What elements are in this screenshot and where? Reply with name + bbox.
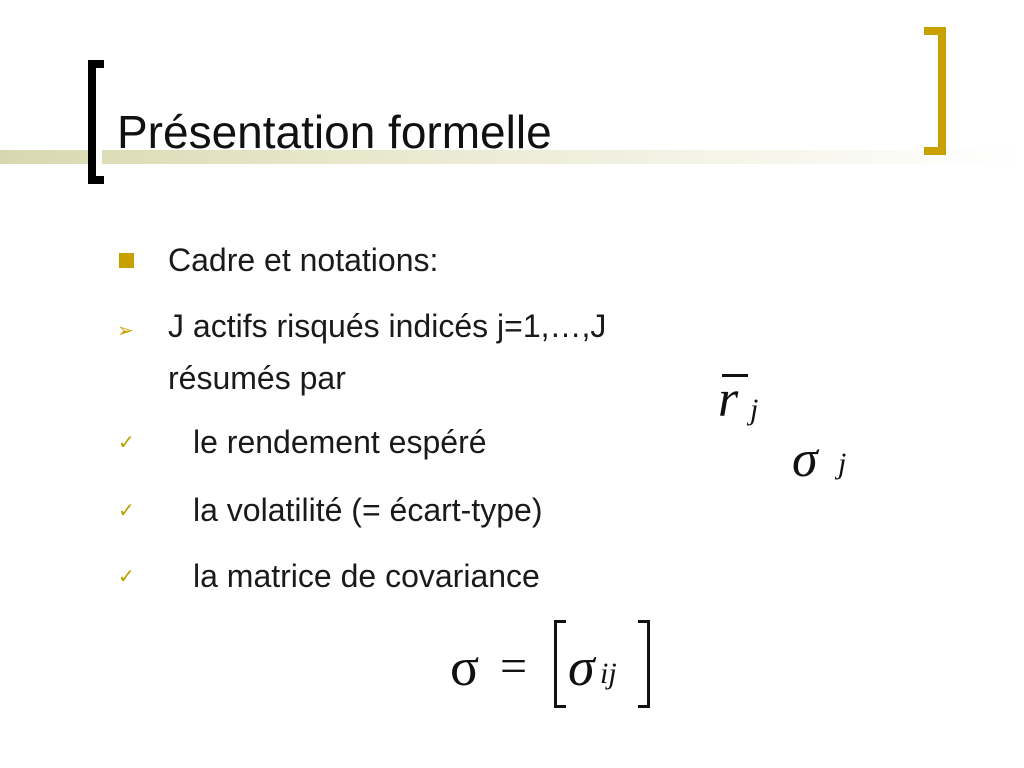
covariance-matrix-formula	[450, 620, 670, 720]
matrix-element-symbol: σ	[568, 637, 595, 697]
matrix-left-bracket	[554, 620, 566, 708]
bullet-item-framework: Cadre et notations:	[168, 242, 439, 278]
bullet-item-expected-return: le rendement espéré	[193, 424, 487, 460]
left-bracket-decoration	[88, 60, 104, 184]
check-icon: ✓	[118, 564, 135, 588]
matrix-lhs-symbol: σ	[450, 637, 480, 697]
square-bullet-icon	[119, 253, 134, 268]
return-symbol: r	[718, 371, 739, 428]
bullet-item-volatility: la volatilité (= écart-type)	[193, 492, 543, 528]
bullet-item-covariance: la matrice de covariance	[193, 558, 540, 594]
check-icon: ✓	[118, 498, 135, 522]
volatility-subscript: j	[838, 447, 847, 480]
right-bracket-decoration	[924, 27, 946, 155]
mean-return-formula	[718, 372, 778, 432]
arrow-bullet-icon: ➢	[117, 318, 134, 342]
return-subscript: j	[750, 393, 759, 426]
bullet-item-assets-continued: résumés par	[168, 360, 346, 396]
matrix-element-subscript: ij	[600, 657, 617, 690]
check-icon: ✓	[118, 430, 135, 454]
volatility-formula	[792, 430, 872, 490]
matrix-right-bracket	[638, 620, 650, 708]
slide-title: Présentation formelle	[117, 106, 552, 158]
equals-sign: =	[500, 640, 528, 693]
bullet-item-assets: J actifs risqués indicés j=1,…,J	[168, 308, 607, 344]
volatility-symbol: σ	[792, 431, 818, 488]
